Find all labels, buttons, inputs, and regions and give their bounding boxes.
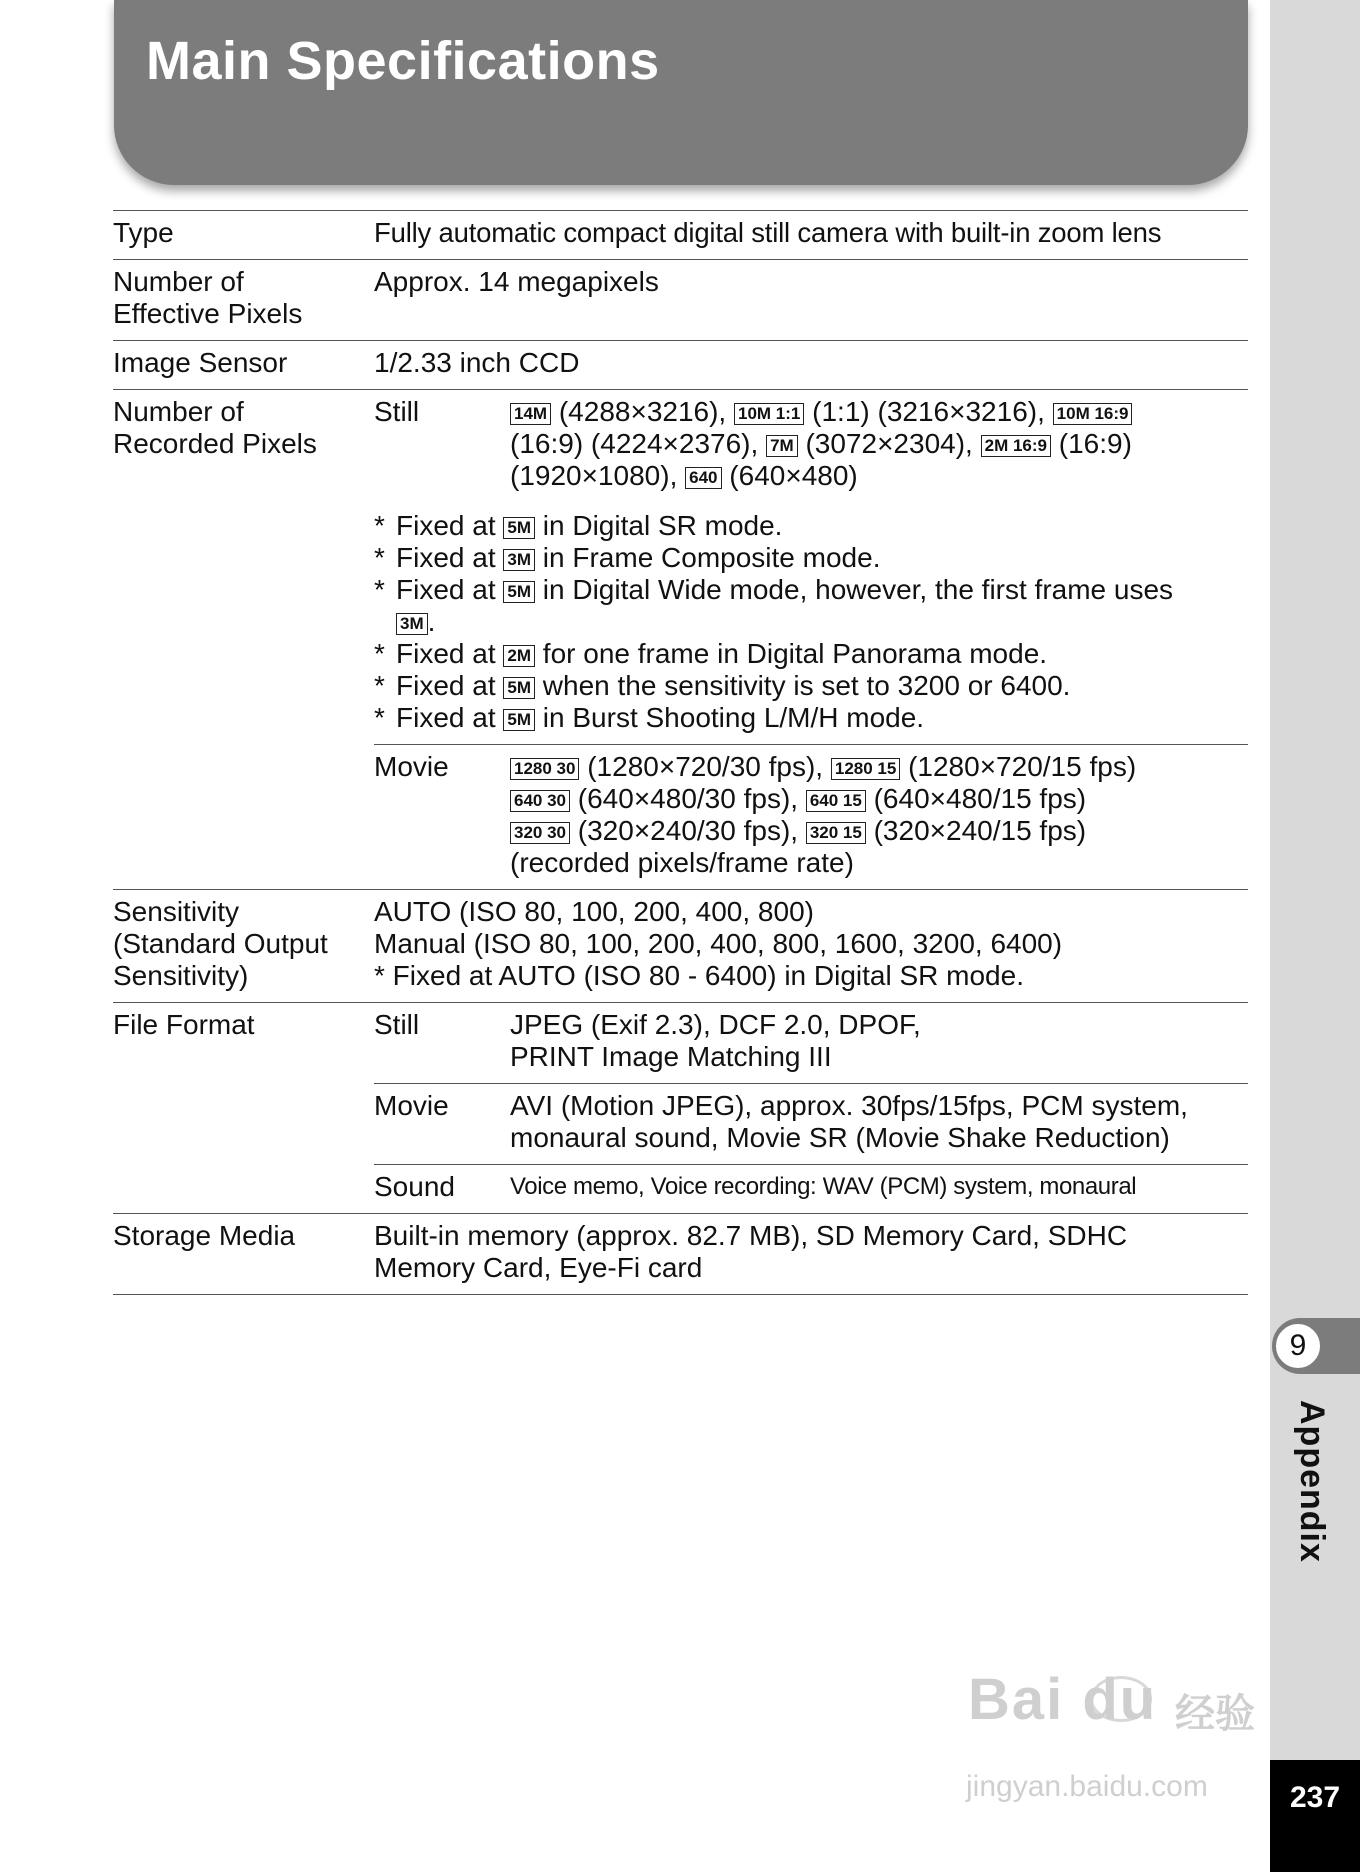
3m-icon: 3M — [396, 613, 428, 635]
file-movie — [374, 1083, 1248, 1164]
7m-icon: 7M — [766, 435, 798, 457]
spec-label: File Format — [113, 1009, 255, 1040]
note-item: * Fixed at 2M for one frame in Digital Panorama mode. — [374, 638, 1048, 669]
sub-value: 1280 30 (1280×720/30 fps), 1280 15 (1280×720/15 fps) 640 30 (640×480/30 fps), 640 15 (640×480/15 fps) 320 30 (320×240/30 fps), 320 15 (320×240/15 fps) (recorded pixels/frame rate) — [510, 751, 1137, 878]
note-item: * Fixed at 5M when the sensitivity is set to 3200 or 6400. — [374, 670, 1071, 701]
640-icon: 640 — [685, 467, 721, 489]
sub-value: 14M (4288×3216), 10M 1:1 (1:1) (3216×3216), 10M 16:9 (16:9) (4224×2376), 7M (3072×2304), 2M 16:9 (16:9) (1920×1080), 640 (640×480) — [510, 396, 1132, 491]
note-item: * Fixed at 3M in Frame Composite mode. — [374, 542, 881, 573]
spec-row-storage — [113, 1213, 1248, 1295]
spec-label: Image Sensor — [113, 347, 288, 378]
10m-16-9-icon: 10M 16:9 — [1053, 403, 1133, 425]
spec-value: Approx. 14 megapixels — [374, 266, 659, 297]
spec-value: Fully automatic compact digital still camera with built-in zoom lens — [374, 217, 1162, 248]
sub-label: Still — [374, 1009, 420, 1040]
640-30-icon: 640 30 — [510, 790, 570, 812]
spec-label: Number of Recorded Pixels — [113, 396, 317, 459]
10m-1-1-icon: 10M 1:1 — [734, 403, 804, 425]
5m-icon: 5M — [503, 677, 535, 699]
14m-icon: 14M — [510, 403, 551, 425]
spec-row-type — [113, 210, 1248, 259]
watermark-cn: 经验 — [1175, 1692, 1255, 1736]
chapter-label: Appendix — [1293, 1400, 1331, 1563]
spec-label: Storage Media — [113, 1220, 296, 1251]
note-item: * Fixed at 5M in Burst Shooting L/M/H mode. — [374, 702, 925, 733]
2m-icon: 2M — [503, 645, 535, 667]
3m-icon: 3M — [503, 549, 535, 571]
sub-label: Movie — [374, 751, 449, 782]
file-still — [374, 1003, 1248, 1083]
spec-row-recorded-pixels — [113, 389, 1248, 889]
recorded-notes — [374, 502, 1248, 744]
sub-value: Voice memo, Voice recording: WAV (PCM) system, monaural — [510, 1173, 1137, 1200]
page-number: 237 — [1270, 1760, 1360, 1872]
sub-value: AVI (Motion JPEG), approx. 30fps/15fps, PCM system, monaural sound, Movie SR (Movie Shake Reduction) — [510, 1090, 1188, 1153]
watermark-url: jingyan.baidu.com — [966, 1770, 1208, 1803]
640-15-icon: 640 15 — [806, 790, 866, 812]
spec-label: Number of Effective Pixels — [113, 266, 303, 329]
spec-value: AUTO (ISO 80, 100, 200, 400, 800) Manual (ISO 80, 100, 200, 400, 800, 1600, 3200, 6400) * Fixed at AUTO (ISO 80 - 6400) in Digital SR mode. — [374, 896, 1063, 991]
right-sidebar — [1270, 0, 1360, 1872]
sub-label: Movie — [374, 1090, 449, 1121]
watermark-brand: Bai du — [968, 1667, 1158, 1732]
320-30-icon: 320 30 — [510, 822, 570, 844]
5m-icon: 5M — [503, 709, 535, 731]
page-title: Main Specifications — [146, 31, 660, 91]
note-item: * Fixed at 5M in Digital Wide mode, however, the first frame uses 3M . — [374, 574, 1174, 637]
specs-table — [113, 210, 1248, 1295]
spec-label: Type — [113, 217, 174, 248]
spec-label: Sensitivity (Standard Output Sensitivity) — [113, 896, 328, 991]
spec-value: 1/2.33 inch CCD — [374, 347, 580, 378]
1280-30-icon: 1280 30 — [510, 758, 579, 780]
spec-value: Built-in memory (approx. 82.7 MB), SD Memory Card, SDHC Memory Card, Eye-Fi card — [374, 1220, 1128, 1283]
320-15-icon: 320 15 — [806, 822, 866, 844]
file-sound — [374, 1164, 1248, 1213]
sub-label: Sound — [374, 1171, 455, 1202]
title-banner — [114, 0, 1248, 185]
5m-icon: 5M — [503, 581, 535, 603]
recorded-still — [374, 390, 1248, 502]
spec-row-file-format — [113, 1002, 1248, 1213]
spec-row-image-sensor — [113, 340, 1248, 389]
5m-icon: 5M — [503, 517, 535, 539]
sub-value: JPEG (Exif 2.3), DCF 2.0, DPOF, PRINT Image Matching III — [510, 1009, 921, 1072]
spec-row-effective-pixels — [113, 259, 1248, 340]
spec-row-sensitivity — [113, 889, 1248, 1002]
recorded-movie — [374, 744, 1248, 889]
chapter-number: 9 — [1274, 1322, 1322, 1370]
2m-16-9-icon: 2M 16:9 — [981, 435, 1051, 457]
note-item: * Fixed at 5M in Digital SR mode. — [374, 510, 783, 541]
1280-15-icon: 1280 15 — [831, 758, 900, 780]
sub-label: Still — [374, 396, 420, 427]
